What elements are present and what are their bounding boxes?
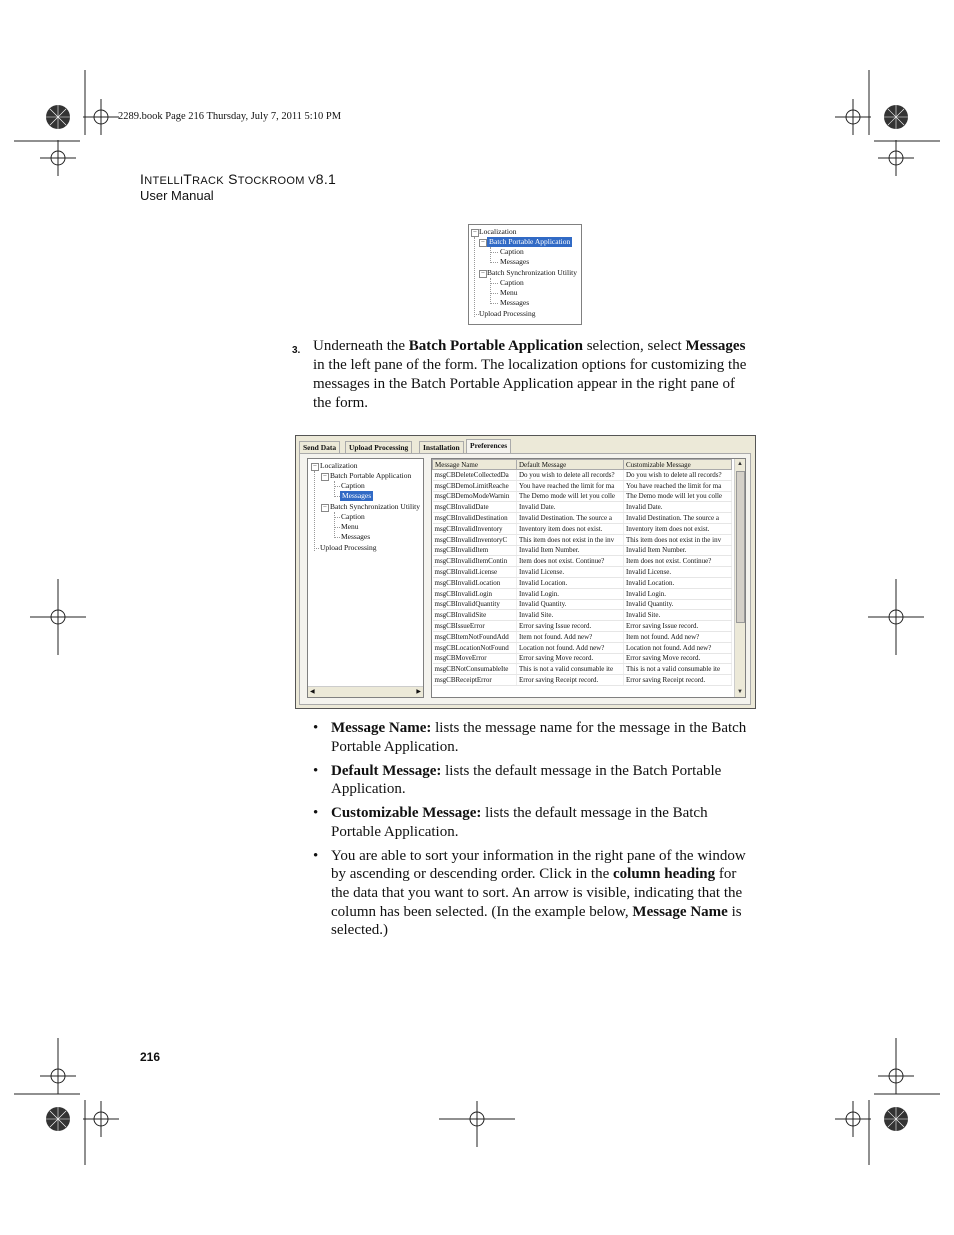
cell-customizable-message[interactable]: Invalid License. [624, 567, 732, 578]
tree-node-batch-synchronization-utility[interactable]: Batch Synchronization Utility [330, 502, 420, 511]
tree-node-caption[interactable]: Caption [500, 278, 524, 287]
cell-default-message[interactable]: Error saving Issue record. [517, 621, 624, 632]
table-row[interactable] [433, 556, 732, 567]
cell-message-name[interactable]: msgCBDeleteCollectedDa [433, 470, 517, 481]
column-heading-customizable-message[interactable]: Customizable Message [624, 460, 732, 470]
cell-message-name[interactable]: msgCBReceiptError [433, 675, 517, 686]
table-row[interactable] [433, 567, 732, 578]
cell-default-message[interactable]: Error saving Move record. [517, 653, 624, 664]
cell-message-name[interactable]: msgCBInvalidDate [433, 502, 517, 513]
running-header-subtitle: User Manual [140, 188, 214, 203]
cell-message-name[interactable]: msgCBIssueError [433, 621, 517, 632]
scroll-right-icon[interactable]: ▶ [416, 689, 421, 695]
tree-node-upload-processing[interactable]: Upload Processing [479, 309, 536, 318]
tree-node-batch-portable-application[interactable]: Batch Portable Application [489, 237, 571, 246]
tab-installation[interactable]: Installation [419, 441, 464, 454]
table-row[interactable] [433, 491, 732, 502]
cell-default-message[interactable]: Do you wish to delete all records? [517, 470, 624, 481]
cell-message-name[interactable]: msgCBInvalidLocation [433, 577, 517, 588]
cell-message-name[interactable]: msgCBInvalidItemContin [433, 556, 517, 567]
cell-customizable-message[interactable]: Item not found. Add new? [624, 631, 732, 642]
bullet-list [313, 719, 757, 945]
tab-upload-processing[interactable]: Upload Processing [345, 441, 412, 454]
localization-tree [307, 458, 424, 698]
tree-node-menu[interactable]: Menu [341, 522, 359, 531]
cell-default-message[interactable]: You have reached the limit for ma [517, 480, 624, 491]
cell-default-message[interactable]: Invalid Location. [517, 577, 624, 588]
preferences-panel [299, 453, 751, 705]
cell-customizable-message[interactable]: Invalid Date. [624, 502, 732, 513]
tree-node-localization[interactable]: Localization [479, 227, 517, 236]
cell-message-name[interactable]: msgCBInvalidLicense [433, 567, 517, 578]
table-row[interactable] [433, 631, 732, 642]
list-item: • You are able to sort your information in the right pane of the window by ascending or descending order. Click in the column heading for the data that you want to sort. An arrow is visible, indicating that the column has been selected. (In the example below, Message Name is selected.) [313, 847, 746, 939]
tree-node-caption[interactable]: Caption [341, 481, 365, 490]
cell-default-message[interactable]: Invalid License. [517, 567, 624, 578]
list-item: • Default Message: lists the default message in the Batch Portable Application. [313, 762, 722, 798]
cell-message-name[interactable]: msgCBItemNotFoundAdd [433, 631, 517, 642]
page-number: 216 [140, 1050, 161, 1064]
table-row[interactable] [433, 502, 732, 513]
cell-customizable-message[interactable]: Item does not exist. Continue? [624, 556, 732, 567]
messages-grid [431, 458, 746, 698]
tab-send-data[interactable]: Send Data [299, 441, 340, 454]
collapse-icon[interactable]: − [471, 229, 479, 237]
cell-message-name[interactable]: msgCBInvalidSite [433, 610, 517, 621]
print-slug: 2289.book Page 216 Thursday, July 7, 2011 5:10 PM [118, 111, 342, 122]
tree-node-upload-processing[interactable]: Upload Processing [320, 543, 377, 552]
running-header-title: INTELLITRACK STOCKROOM V8.1 [140, 171, 337, 187]
messages-table [432, 459, 732, 686]
tree-node-menu[interactable]: Menu [500, 288, 518, 297]
table-row[interactable] [433, 599, 732, 610]
cell-message-name[interactable]: msgCBNotConsumableIte [433, 664, 517, 675]
cell-message-name[interactable]: msgCBMoveError [433, 653, 517, 664]
tree-node-messages-selected[interactable]: Messages [342, 491, 372, 500]
cell-message-name[interactable]: msgCBLocationNotFound [433, 642, 517, 653]
cell-customizable-message[interactable]: Location not found. Add new? [624, 642, 732, 653]
collapse-icon[interactable]: − [321, 473, 329, 481]
cell-message-name[interactable]: msgCBInvalidInventory [433, 523, 517, 534]
table-row[interactable] [433, 577, 732, 588]
cell-customizable-message[interactable]: Invalid Location. [624, 577, 732, 588]
cell-customizable-message[interactable]: You have reached the limit for ma [624, 480, 732, 491]
cell-customizable-message[interactable]: Invalid Item Number. [624, 545, 732, 556]
cell-default-message[interactable]: Invalid Login. [517, 588, 624, 599]
cell-customizable-message[interactable]: This item does not exist in the inv [624, 534, 732, 545]
cell-default-message[interactable]: Inventory item does not exist. [517, 523, 624, 534]
column-heading-default-message[interactable]: Default Message [517, 460, 624, 470]
table-row[interactable] [433, 534, 732, 545]
cell-customizable-message[interactable]: Invalid Destination. The source a [624, 513, 732, 524]
cell-customizable-message[interactable]: Invalid Quantity. [624, 599, 732, 610]
cell-default-message[interactable]: Error saving Receipt record. [517, 675, 624, 686]
collapse-icon[interactable]: − [479, 239, 487, 247]
tree-node-messages[interactable]: Messages [341, 532, 371, 541]
preferences-screenshot [295, 435, 756, 709]
table-row[interactable] [433, 642, 732, 653]
cell-customizable-message[interactable]: Invalid Site. [624, 610, 732, 621]
table-row[interactable] [433, 588, 732, 599]
cell-message-name[interactable]: msgCBDemoLimitReache [433, 480, 517, 491]
cell-default-message[interactable]: Invalid Destination. The source a [517, 513, 624, 524]
cell-customizable-message[interactable]: The Demo mode will let you colle [624, 491, 732, 502]
table-row[interactable] [433, 664, 732, 675]
tab-preferences[interactable]: Preferences [466, 439, 511, 454]
cell-message-name[interactable]: msgCBInvalidInventoryC [433, 534, 517, 545]
cell-customizable-message[interactable]: Invalid Login. [624, 588, 732, 599]
cell-customizable-message[interactable]: Error saving Issue record. [624, 621, 732, 632]
step-number: 3. [292, 345, 301, 356]
cell-default-message[interactable]: Invalid Site. [517, 610, 624, 621]
step-text: Underneath the Batch Portable Application selection, select Messages in the left pane of the form. The localization options for customizing the messages in the Batch Portable Application appear in the right pane of the form. [313, 338, 747, 411]
table-row[interactable] [433, 621, 732, 632]
cell-customizable-message[interactable]: Error saving Move record. [624, 653, 732, 664]
scroll-down-icon[interactable]: ▼ [737, 689, 743, 695]
cell-default-message[interactable]: The Demo mode will let you colle [517, 491, 624, 502]
cell-default-message[interactable]: Location not found. Add new? [517, 642, 624, 653]
cell-default-message[interactable]: Invalid Item Number. [517, 545, 624, 556]
collapse-icon[interactable]: − [321, 504, 329, 512]
cell-default-message[interactable]: This item does not exist in the inv [517, 534, 624, 545]
cell-message-name[interactable]: msgCBInvalidDestination [433, 513, 517, 524]
table-row[interactable] [433, 675, 732, 686]
tree-node-caption[interactable]: Caption [500, 247, 524, 256]
table-row[interactable] [433, 470, 732, 481]
scroll-up-icon[interactable]: ▲ [737, 461, 743, 467]
cell-default-message[interactable]: Invalid Date. [517, 502, 624, 513]
tree-node-batch-portable-application[interactable]: Batch Portable Application [330, 471, 412, 480]
cell-message-name[interactable]: msgCBInvalidQuantity [433, 599, 517, 610]
scroll-left-icon[interactable]: ◀ [310, 689, 315, 695]
vertical-scrollbar[interactable] [734, 459, 745, 697]
collapse-icon[interactable]: − [479, 270, 487, 278]
cell-default-message[interactable]: Item does not exist. Continue? [517, 556, 624, 567]
list-item: • Message Name: lists the message name for the message in the Batch Portable Application. [313, 720, 747, 755]
collapse-icon[interactable]: − [311, 463, 319, 471]
tree-node-messages[interactable]: Messages [500, 257, 530, 266]
tree-node-messages[interactable]: Messages [500, 298, 530, 307]
column-heading-message-name[interactable]: Message Name [433, 460, 517, 470]
localization-tree-figure [468, 224, 582, 325]
tree-node-localization[interactable]: Localization [320, 461, 358, 470]
table-row[interactable] [433, 523, 732, 534]
table-row[interactable] [433, 480, 732, 491]
table-row[interactable] [433, 545, 732, 556]
tree-node-batch-synchronization-utility[interactable]: Batch Synchronization Utility [487, 268, 577, 277]
cell-default-message[interactable]: Item not found. Add new? [517, 631, 624, 642]
list-item: • Customizable Message: lists the default message in the Batch Portable Application. [313, 805, 708, 840]
tree-node-caption[interactable]: Caption [341, 512, 365, 521]
cell-customizable-message[interactable]: Inventory item does not exist. [624, 523, 732, 534]
cell-message-name[interactable]: msgCBInvalidLogin [433, 588, 517, 599]
cell-customizable-message[interactable]: Error saving Receipt record. [624, 675, 732, 686]
table-row[interactable] [433, 610, 732, 621]
cell-default-message[interactable]: Invalid Quantity. [517, 599, 624, 610]
table-row[interactable] [433, 513, 732, 524]
cell-customizable-message[interactable]: This is not a valid consumable ite [624, 664, 732, 675]
cell-default-message[interactable]: This is not a valid consumable ite [517, 664, 624, 675]
cell-message-name[interactable]: msgCBInvalidItem [433, 545, 517, 556]
cell-customizable-message[interactable]: Do you wish to delete all records? [624, 470, 732, 481]
cell-message-name[interactable]: msgCBDemoModeWarnin [433, 491, 517, 502]
horizontal-scrollbar[interactable] [308, 686, 423, 697]
scrollbar-thumb[interactable] [736, 471, 745, 623]
table-row[interactable] [433, 653, 732, 664]
